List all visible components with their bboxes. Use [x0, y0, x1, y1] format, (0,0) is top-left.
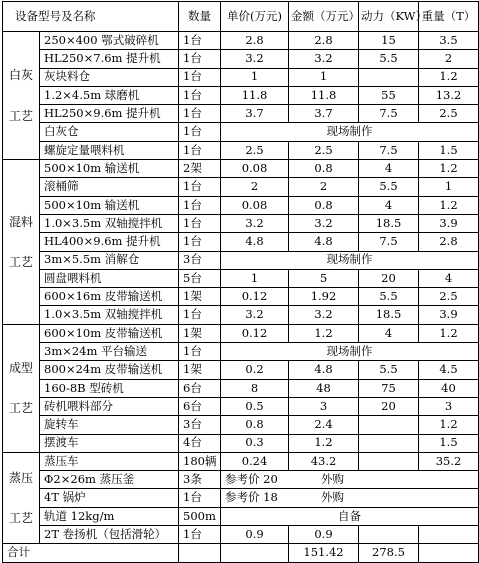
cell-amount: 1.2 — [289, 324, 359, 342]
cell-amount: 3.2 — [289, 214, 359, 232]
total-qty — [179, 544, 221, 562]
cell-power: 20 — [359, 397, 419, 415]
table-row — [3, 471, 479, 489]
cell-unit-price: 11.8 — [221, 86, 289, 104]
table-row — [3, 452, 479, 470]
table-row — [3, 343, 479, 361]
cell-equipment-name: 4T 锅炉 — [40, 489, 179, 507]
cell-equipment-name: 500×10m 输送机 — [40, 160, 179, 178]
cell-weight: 13.2 — [419, 86, 479, 104]
cell-weight: 1.2 — [419, 196, 479, 214]
cell-equipment-name: Φ2×26m 蒸压釜 — [40, 471, 179, 489]
cell-quantity: 1台 — [179, 178, 221, 196]
cell-weight: 40 — [419, 379, 479, 397]
cell-equipment-name: 白灰仓 — [40, 123, 179, 141]
cell-quantity: 3台 — [179, 416, 221, 434]
table-row — [3, 397, 479, 415]
cell-equipment-name: 摆渡车 — [40, 434, 179, 452]
table-row — [3, 196, 479, 214]
cell-quantity: 1台 — [179, 50, 221, 68]
cell-unit-price: 4.8 — [221, 233, 289, 251]
cell-equipment-name: 800×24m 皮带输送机 — [40, 361, 179, 379]
cell-note: 自备 — [221, 507, 479, 525]
cell-quantity: 1台 — [179, 489, 221, 507]
total-amount: 151.42 — [289, 544, 359, 562]
cell-unit-price: 0.9 — [221, 526, 289, 544]
cell-amount: 1.92 — [289, 288, 359, 306]
table-row — [3, 489, 479, 507]
cell-unit-price: 0.08 — [221, 160, 289, 178]
cell-quantity: 6台 — [179, 397, 221, 415]
table-row — [3, 214, 479, 232]
table-row — [3, 86, 479, 104]
purchase-note: 外购 — [321, 472, 344, 487]
section-label-line: 白灰 — [8, 68, 33, 83]
cell-quantity: 6台 — [179, 379, 221, 397]
cell-power: 5.5 — [359, 50, 419, 68]
section-label-line: 成型 — [8, 360, 33, 375]
cell-quantity: 1台 — [179, 306, 221, 324]
cell-unit-price: 0.8 — [221, 416, 289, 434]
cell-unit-price: 2.5 — [221, 141, 289, 159]
cell-unit-price: 0.24 — [221, 452, 289, 470]
table-row — [3, 141, 479, 159]
cell-unit-price: 3.2 — [221, 306, 289, 324]
total-weight — [419, 544, 479, 562]
cell-equipment-name: 蒸压车 — [40, 452, 179, 470]
table-row — [3, 379, 479, 397]
cell-quantity: 1架 — [179, 324, 221, 342]
cell-power: 18.5 — [359, 214, 419, 232]
cell-power: 5.5 — [359, 288, 419, 306]
cell-weight: 4.5 — [419, 361, 479, 379]
cell-weight: 1.5 — [419, 434, 479, 452]
cell-equipment-name: 1.0×3.5m 双轴搅拌机 — [40, 306, 179, 324]
cell-amount: 2.8 — [289, 32, 359, 50]
table-row — [3, 105, 479, 123]
cell-equipment-name: 3m×24m 平台输送 — [40, 343, 179, 361]
cell-equipment-name: 1.0×3.5m 双轴搅拌机 — [40, 214, 179, 232]
cell-power: 7.5 — [359, 105, 419, 123]
cell-amount: 2 — [289, 178, 359, 196]
cell-amount: 3.2 — [289, 50, 359, 68]
cell-unit-price: 0.08 — [221, 196, 289, 214]
cell-unit-price: 0.2 — [221, 361, 289, 379]
cell-equipment-name: 灰块料仓 — [40, 68, 179, 86]
cell-power: 5.5 — [359, 178, 419, 196]
cell-equipment-name: 250×400 鄂式破碎机 — [40, 32, 179, 50]
cell-unit-price: 1 — [221, 68, 289, 86]
section-label-line: 工艺 — [8, 511, 33, 526]
cell-power: 7.5 — [359, 141, 419, 159]
cell-equipment-name: 圆盘喂料机 — [40, 269, 179, 287]
cell-power: 18.5 — [359, 306, 419, 324]
cell-quantity: 1台 — [179, 343, 221, 361]
cell-weight: 1.2 — [419, 160, 479, 178]
cell-power: 4 — [359, 160, 419, 178]
table-row — [3, 361, 479, 379]
cell-weight: 1.5 — [419, 141, 479, 159]
section-label-line: 蒸压 — [8, 470, 33, 485]
cell-amount: 4.8 — [289, 361, 359, 379]
cell-equipment-name: 500×10m 输送机 — [40, 196, 179, 214]
header-row — [3, 2, 479, 32]
cell-amount: 5 — [289, 269, 359, 287]
section-label — [3, 324, 40, 452]
cell-unit-price: 0.5 — [221, 397, 289, 415]
cell-amount: 48 — [289, 379, 359, 397]
cell-unit-price: 1 — [221, 269, 289, 287]
cell-note: 现场制作 — [221, 123, 479, 141]
cell-quantity: 1台 — [179, 196, 221, 214]
table-row — [3, 306, 479, 324]
cell-weight: 1.2 — [419, 416, 479, 434]
cell-quantity: 1台 — [179, 105, 221, 123]
table-row — [3, 251, 479, 269]
cell-weight: 2.8 — [419, 233, 479, 251]
cell-power: 7.5 — [359, 233, 419, 251]
header-power: 动力（KW） — [359, 2, 419, 32]
cell-quantity: 3台 — [179, 251, 221, 269]
cell-power: 75 — [359, 379, 419, 397]
cell-unit-price: 0.12 — [221, 324, 289, 342]
cell-quantity: 1台 — [179, 32, 221, 50]
cell-amount: 2.4 — [289, 416, 359, 434]
cell-power — [359, 452, 419, 470]
cell-equipment-name: 600×10m 皮带输送机 — [40, 324, 179, 342]
cell-equipment-name: 2T 卷扬机（包括滑轮） — [40, 526, 179, 544]
cell-weight: 3.9 — [419, 214, 479, 232]
total-row — [3, 544, 479, 562]
cell-amount: 3.2 — [289, 306, 359, 324]
cell-weight: 2 — [419, 50, 479, 68]
cell-amount: 3.7 — [289, 105, 359, 123]
cell-power: 15 — [359, 32, 419, 50]
cell-quantity: 1台 — [179, 214, 221, 232]
header-price: 单价(万元) — [221, 2, 289, 32]
total-power: 278.5 — [359, 544, 419, 562]
cell-note: 现场制作 — [221, 343, 479, 361]
cell-weight: 3 — [419, 397, 479, 415]
cell-quantity: 1台 — [179, 68, 221, 86]
table-row — [3, 32, 479, 50]
cell-weight: 3.9 — [419, 306, 479, 324]
cell-unit-price: 2.8 — [221, 32, 289, 50]
cell-weight: 1.2 — [419, 68, 479, 86]
cell-quantity: 1台 — [179, 141, 221, 159]
cell-quantity: 4台 — [179, 434, 221, 452]
cell-weight — [419, 526, 479, 544]
table-row — [3, 526, 479, 544]
cell-equipment-name: 160-8B 型砖机 — [40, 379, 179, 397]
cell-reference — [221, 489, 479, 507]
cell-quantity: 5台 — [179, 269, 221, 287]
header-weight: 重量（T） — [419, 2, 479, 32]
table-row — [3, 68, 479, 86]
cell-equipment-name: HL250×7.6m 提升机 — [40, 50, 179, 68]
cell-weight: 4 — [419, 269, 479, 287]
purchase-note: 外购 — [321, 490, 344, 505]
cell-equipment-name: 600×16m 皮带输送机 — [40, 288, 179, 306]
cell-equipment-name: 1.2×4.5m 球磨机 — [40, 86, 179, 104]
equipment-table — [2, 1, 479, 563]
cell-equipment-name: 滚桶筛 — [40, 178, 179, 196]
cell-quantity: 500m — [179, 507, 221, 525]
cell-equipment-name: HL250×9.6m 提升机 — [40, 105, 179, 123]
cell-unit-price: 3.2 — [221, 214, 289, 232]
cell-amount: 1 — [289, 68, 359, 86]
section-label — [3, 32, 40, 160]
reference-price: 参考价 18 — [225, 490, 278, 505]
header-name: 设备型号及名称 — [3, 2, 179, 32]
cell-quantity: 1台 — [179, 86, 221, 104]
cell-equipment-name: 旋转车 — [40, 416, 179, 434]
table-row — [3, 269, 479, 287]
cell-weight: 2.5 — [419, 105, 479, 123]
cell-unit-price: 8 — [221, 379, 289, 397]
section-label-line: 工艺 — [8, 254, 33, 269]
cell-equipment-name: HL400×9.6m 提升机 — [40, 233, 179, 251]
cell-amount: 0.8 — [289, 196, 359, 214]
section-label-line: 混料 — [8, 214, 33, 229]
cell-quantity: 1架 — [179, 288, 221, 306]
cell-quantity: 3条 — [179, 471, 221, 489]
cell-power — [359, 68, 419, 86]
cell-weight: 35.2 — [419, 452, 479, 470]
cell-note: 现场制作 — [221, 251, 479, 269]
section-label-line: 工艺 — [8, 108, 33, 123]
cell-unit-price: 2 — [221, 178, 289, 196]
table-row — [3, 50, 479, 68]
cell-amount: 1.2 — [289, 434, 359, 452]
table-body — [3, 2, 479, 563]
cell-amount: 2.5 — [289, 141, 359, 159]
section-label — [3, 452, 40, 543]
cell-quantity: 2架 — [179, 160, 221, 178]
total-label: 合计 — [3, 544, 179, 562]
table-row — [3, 233, 479, 251]
total-price — [221, 544, 289, 562]
table-row — [3, 160, 479, 178]
cell-power: 4 — [359, 324, 419, 342]
cell-unit-price: 0.3 — [221, 434, 289, 452]
cell-unit-price: 0.12 — [221, 288, 289, 306]
cell-weight: 2.5 — [419, 288, 479, 306]
cell-quantity: 1台 — [179, 526, 221, 544]
cell-amount: 3 — [289, 397, 359, 415]
cell-amount: 4.8 — [289, 233, 359, 251]
cell-power — [359, 416, 419, 434]
cell-quantity: 1台 — [179, 123, 221, 141]
cell-weight: 1.2 — [419, 324, 479, 342]
cell-quantity: 1台 — [179, 233, 221, 251]
cell-equipment-name: 砖机喂料部分 — [40, 397, 179, 415]
table-row — [3, 288, 479, 306]
section-label-line: 工艺 — [8, 401, 33, 416]
cell-amount: 43.2 — [289, 452, 359, 470]
table-row — [3, 434, 479, 452]
cell-amount: 0.8 — [289, 160, 359, 178]
cell-power: 4 — [359, 196, 419, 214]
cell-power: 55 — [359, 86, 419, 104]
table-row — [3, 178, 479, 196]
cell-amount: 11.8 — [289, 86, 359, 104]
header-amount: 金额（万元） — [289, 2, 359, 32]
cell-unit-price: 3.7 — [221, 105, 289, 123]
cell-amount: 0.9 — [289, 526, 359, 544]
cell-equipment-name: 螺旋定量喂料机 — [40, 141, 179, 159]
cell-power: 5.5 — [359, 361, 419, 379]
cell-power — [359, 526, 419, 544]
table-row — [3, 507, 479, 525]
header-qty: 数量 — [179, 2, 221, 32]
table-row — [3, 416, 479, 434]
table-row — [3, 123, 479, 141]
cell-weight: 1 — [419, 178, 479, 196]
table-row — [3, 324, 479, 342]
cell-power: 20 — [359, 269, 419, 287]
cell-unit-price: 3.2 — [221, 50, 289, 68]
cell-quantity: 180辆 — [179, 452, 221, 470]
cell-weight: 3.5 — [419, 32, 479, 50]
cell-reference — [221, 471, 479, 489]
reference-price: 参考价 20 — [225, 472, 278, 487]
cell-equipment-name: 轨道 12kg/m — [40, 507, 179, 525]
section-label — [3, 160, 40, 325]
cell-quantity: 1架 — [179, 361, 221, 379]
cell-equipment-name: 3m×5.5m 消解仓 — [40, 251, 179, 269]
cell-power — [359, 434, 419, 452]
